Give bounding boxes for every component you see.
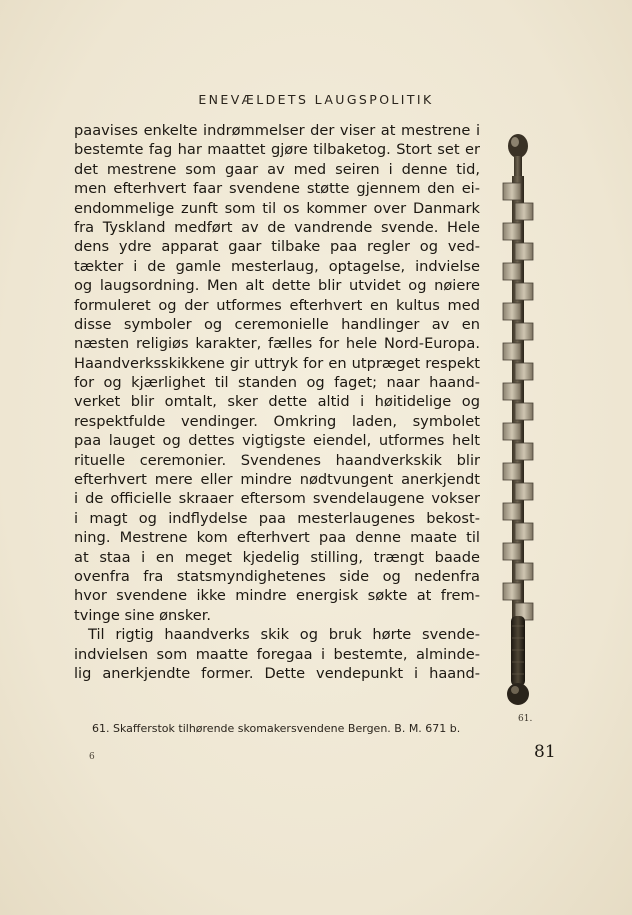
staff-block	[515, 203, 533, 220]
body-line: ovenfra fra statsmyndighetenes side og nedenfra	[74, 567, 480, 585]
figure-caption: 61. Skafferstok tilhørende skomakersvendene Bergen. B. M. 671 b.	[92, 722, 461, 735]
staff-block	[503, 183, 521, 200]
body-line: disse symboler og ceremonielle handlinger av en	[74, 315, 480, 333]
body-line: indvielsen som maatte foregaa i bestemte, alminde-	[74, 645, 480, 663]
body-text	[74, 121, 480, 683]
body-line: endommelige zunft som til os kommer over Danmark	[74, 199, 480, 217]
body-line: tvinge sine ønsker.	[74, 606, 212, 624]
staff-block	[515, 563, 533, 580]
body-line: rituelle ceremonier. Svendenes haandverkskik blir	[74, 451, 480, 469]
staff-block	[515, 243, 533, 260]
body-line: lig anerkjendte former. Dette vendepunkt i haand-	[74, 664, 480, 682]
figure-number: 61.	[518, 714, 533, 724]
body-line: Til rigtig haandverks skik og bruk hørte svende-	[88, 626, 480, 644]
staff-block	[503, 263, 521, 280]
body-line: verket blir omtalt, sker dette altid i høitidelige og	[74, 393, 480, 411]
body-line: formuleret og der utformes efterhvert en kultus med	[74, 296, 480, 314]
body-line: det mestrene som gaar av med seiren i denne tid,	[74, 160, 480, 178]
body-line: respektfulde vendinger. Omkring laden, symbolet	[74, 412, 480, 430]
body-line: efterhvert mere eller mindre nødtvungent anerkjendt	[74, 471, 480, 489]
body-line: hvor svendene ikke mindre energisk søkte at frem-	[74, 587, 480, 605]
signature-mark: 6	[89, 752, 95, 762]
body-line: Haandverksskikkene gir uttryk for en utpræget respekt	[74, 354, 480, 372]
guild-staff-photo	[493, 128, 543, 713]
body-line: og laugsordning. Men alt dette blir utvidet og nøiere	[74, 277, 480, 295]
staff-block	[503, 343, 521, 360]
staff-block	[503, 503, 521, 520]
body-line: fra Tyskland medført av de vandrende svende. Hele	[74, 218, 480, 236]
staff-block	[503, 463, 521, 480]
staff-block	[515, 483, 533, 500]
body-line: i de officielle skraaer eftersom svendelaugene vokser	[74, 490, 480, 508]
staff-block	[515, 403, 533, 420]
staff-block	[503, 383, 521, 400]
staff-block	[503, 303, 521, 320]
body-line: i magt og indflydelse paa mesterlaugenes bekost-	[74, 509, 480, 527]
body-line: bestemte fag har maattet gjøre tilbaketog. Stort set er	[74, 141, 480, 159]
staff-block	[503, 223, 521, 240]
body-line: for og kjærlighet til standen og faget; naar haand-	[74, 374, 480, 392]
staff-block	[503, 423, 521, 440]
body-line: paa lauget og dettes vigtigste eiendel, utformes helt	[74, 432, 480, 450]
staff-block	[503, 583, 521, 600]
staff-block	[515, 283, 533, 300]
body-line: at staa i en meget kjedelig stilling, trængt baade	[74, 548, 480, 566]
body-line: men efterhvert faar svendene støtte gjennem den ei-	[74, 180, 480, 198]
staff-block	[515, 323, 533, 340]
body-line: dens ydre apparat gaar tilbake paa regler og ved-	[74, 238, 480, 256]
staff-block	[515, 443, 533, 460]
body-line: ning. Mestrene kom efterhvert paa denne maate til	[74, 529, 480, 547]
body-line: paavises enkelte indrømmelser der viser at mestrene i	[74, 122, 480, 139]
running-head: ENEVÆLDETS LAUGSPOLITIK	[198, 92, 434, 107]
page-number: 81	[534, 742, 556, 762]
body-line: tækter i de gamle mesterlaug, optagelse, indvielse	[74, 257, 480, 275]
staff-block	[515, 363, 533, 380]
body-line: næsten religiøs karakter, fælles for hele Nord-Europa.	[74, 335, 480, 353]
staff-block	[503, 543, 521, 560]
staff-block	[515, 523, 533, 540]
